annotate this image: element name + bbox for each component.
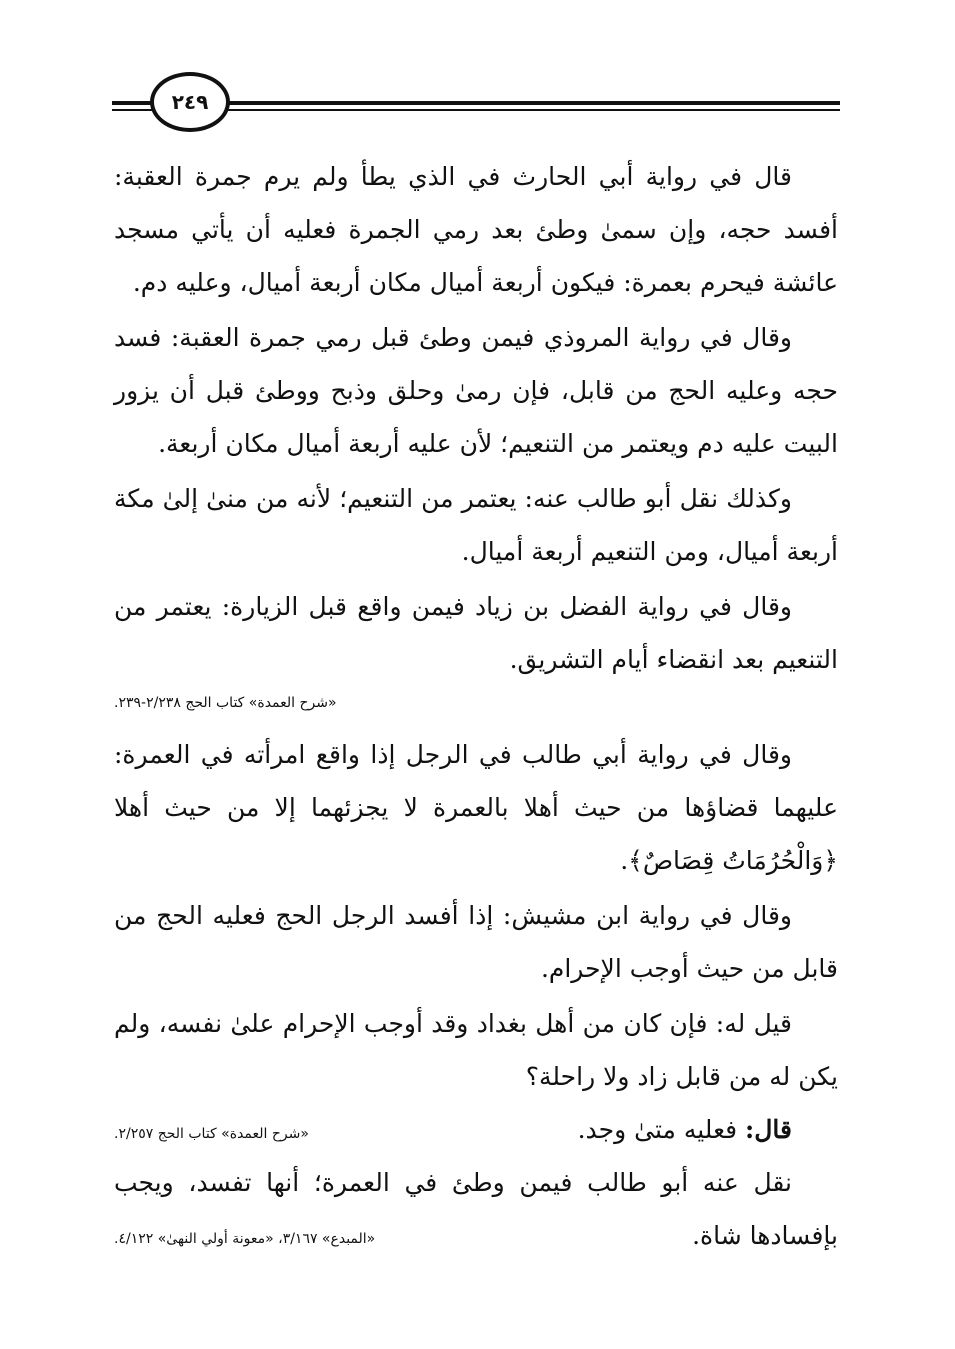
answer-paragraph	[578, 1103, 838, 1156]
footnote-citation: «المبدع» ٣/١٦٧، «معونة أولي النهىٰ» ٤/١٢٢.	[114, 1231, 376, 1247]
page-content	[114, 150, 838, 1262]
paragraph: وقال في رواية ابن مشيش: إذا أفسد الرجل الحج فعليه الحج من قابل من حيث أوجب الإحرام.	[114, 901, 838, 983]
source-citation: «شرح العمدة» كتاب الحج ٢/٢٥٧.	[114, 1126, 309, 1142]
paragraph: وقال في رواية أبي طالب في الرجل إذا واقع امرأته في العمرة: عليهما قضاؤها من حيث أهلا بالعمرة لا يجزئهما إلا من حيث أهلا ﴿وَالْحُرُمَاتُ قِصَاصٌ﴾.	[114, 740, 838, 875]
page-number-circle	[150, 72, 230, 132]
paragraph: نقل عنه أبو طالب فيمن وطئ في العمرة؛ أنها تفسد، ويجب بإفسادها شاة.	[114, 1168, 838, 1250]
paragraph: قال في رواية أبي الحارث في الذي يطأ ولم يرم جمرة العقبة: أفسد حجه، وإن سمىٰ وطئ بعد رمي الجمرة فعليه أن يأتي مسجد عائشة فيحرم بعمرة: فيكون أربعة أميال مكان أربعة أميال، وعليه دم.	[114, 162, 838, 297]
source-citation: «شرح العمدة» كتاب الحج ٢/٢٣٨-٢٣٩.	[114, 695, 337, 711]
answer-text: فعليه متىٰ وجد.	[577, 1115, 738, 1144]
answer-row	[114, 1103, 838, 1156]
paragraph: وكذلك نقل أبو طالب عنه: يعتمر من التنعيم؛ لأنه من منىٰ إلىٰ مكة أربعة أميال، ومن التنعيم أربعة أميال.	[114, 484, 838, 566]
answer-label: قال:	[745, 1115, 792, 1144]
paragraph: وقال في رواية المروذي فيمن وطئ قبل رمي جمرة العقبة: فسد حجه وعليه الحج من قابل، فإن رمىٰ وحلق وذبح ووطئ قبل أن يزور البيت عليه دم ويعتمر من التنعيم؛ لأن عليه أربعة أميال مكان أربعة.	[114, 323, 838, 458]
paragraph: وقال في رواية الفضل بن زياد فيمن واقع قبل الزيارة: يعتمر من التنعيم بعد انقضاء أيام التشريق.	[114, 592, 838, 674]
page-header	[112, 70, 840, 136]
page-number: ٢٤٩	[171, 90, 209, 114]
paragraph: قيل له: فإن كان من أهل بغداد وقد أوجب الإحرام علىٰ نفسه، ولم يكن له من قابل زاد ولا راحلة؟	[114, 1009, 838, 1091]
